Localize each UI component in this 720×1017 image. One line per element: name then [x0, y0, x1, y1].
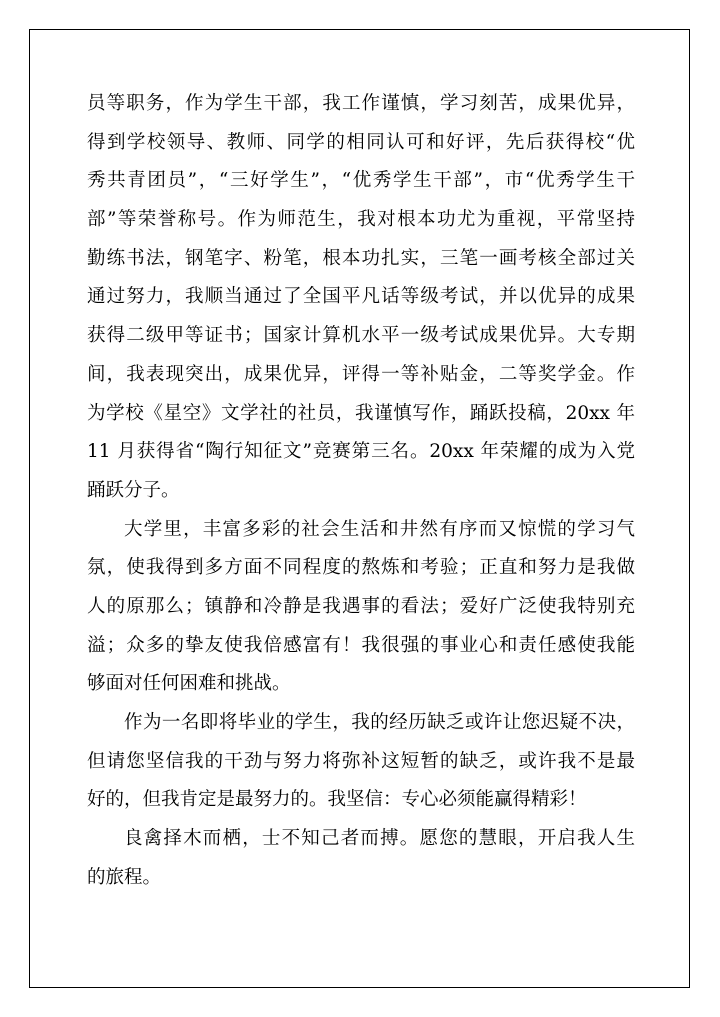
text-line: 良禽择木而栖，士不知己者而搏。愿您的慧眼，开启我人生 [124, 828, 635, 850]
text-line: 为学校《星空》文学社的社员，我谨慎写作，踊跃投稿，20xx 年 [87, 402, 635, 424]
text-line: 踊跃分子。 [87, 479, 180, 501]
text-line: 得到学校领导、教师、同学的相同认可和好评，先后获得校“优 [87, 131, 635, 153]
text-line: 秀共青团员”，“三好学生”，“优秀学生干部”，市“优秀学生干 [87, 170, 635, 192]
paragraph-3 [87, 704, 635, 820]
text-line: 的旅程。 [87, 866, 162, 888]
text-line: 但请您坚信我的干劲与努力将弥补这短暂的缺乏，或许我不是最 [87, 750, 635, 772]
text-line: 员等职务，作为学生干部，我工作谨慎，学习刻苦，成果优异， [87, 93, 635, 114]
paragraph-1 [87, 85, 635, 511]
text-line: 氛，使我得到多方面不同程度的熬炼和考验；正直和努力是我做 [87, 557, 635, 579]
text-line: 溢；众多的挚友使我倍感富有！我很强的事业心和责任感使我能 [87, 634, 635, 656]
text-line: 作为一名即将毕业的学生，我的经历缺乏或许让您迟疑不决， [124, 712, 635, 733]
paragraph-4 [87, 820, 635, 897]
text-line: 获得二级甲等证书；国家计算机水平一级考试成果优异。大专期 [87, 325, 635, 347]
text-line: 通过努力，我顺当通过了全国平凡话等级考试，并以优异的成果 [87, 286, 635, 308]
text-line: 人的原那么；镇静和冷静是我遇事的看法；爱好广泛使我特别充 [87, 595, 635, 617]
text-line: 够面对任何困难和挑战。 [87, 673, 291, 695]
text-line: 间，我表现突出，成果优异，评得一等补贴金，二等奖学金。作 [87, 363, 635, 385]
text-line: 部”等荣誉称号。作为师范生，我对根本功尤为重视，平常坚持 [87, 209, 635, 231]
text-line: 11 月获得省“陶行知征文”竞赛第三名。20xx 年荣耀的成为入党 [87, 441, 635, 463]
paragraph-2 [87, 511, 635, 704]
document-body [87, 85, 635, 897]
text-line: 好的，但我肯定是最努力的。我坚信：专心必须能赢得精彩！ [87, 789, 587, 811]
text-line: 大学里，丰富多彩的社会生活和井然有序而又惊慌的学习气 [124, 518, 635, 540]
text-line: 勤练书法，钢笔字、粉笔，根本功扎实，三笔一画考核全部过关 [87, 247, 635, 269]
